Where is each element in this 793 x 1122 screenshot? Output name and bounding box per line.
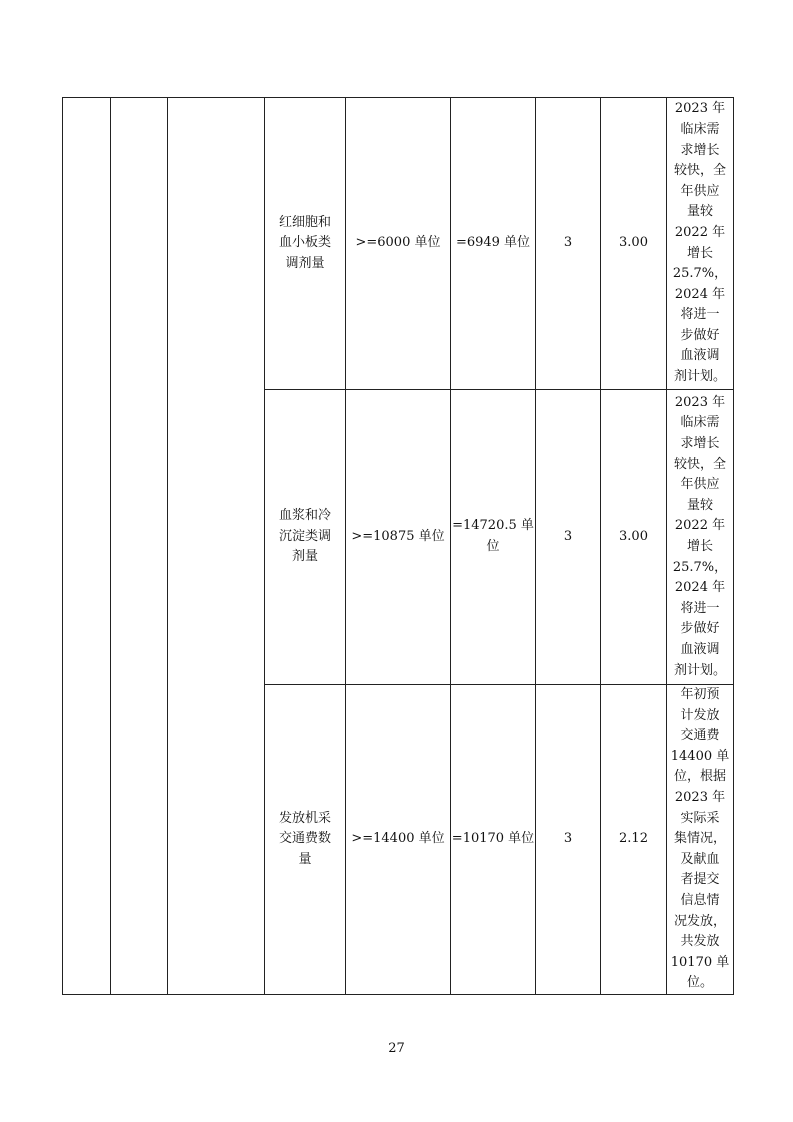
target-value-cell: >=14400 单位: [346, 685, 451, 995]
actual-value-cell: =10170 单位: [451, 685, 536, 995]
page-number: 27: [388, 1041, 405, 1056]
target-value-cell: >=6000 单位: [346, 98, 451, 390]
weight-cell: 3: [536, 685, 601, 995]
indicator-name-cell: 血浆和冷 沉淀类调 剂量: [265, 390, 346, 685]
actual-value-cell: =6949 单位: [451, 98, 536, 390]
table-row: [63, 98, 734, 390]
level3-indicator-cell: [168, 98, 265, 995]
score-cell: 3.00: [601, 98, 667, 390]
weight-cell: 3: [536, 390, 601, 685]
score-cell: 2.12: [601, 685, 667, 995]
deviation-note-cell: 2023 年 临床需 求增长 较快，全 年供应 量较 2022 年 增长 25.7%， 2024 年 将进一 步做好 血液调 剂计划。: [667, 98, 734, 390]
performance-table: [62, 97, 734, 995]
score-cell: 3.00: [601, 390, 667, 685]
level2-indicator-cell: [111, 98, 168, 995]
indicator-name-cell: 红细胞和 血小板类 调剂量: [265, 98, 346, 390]
actual-value-cell: =14720.5 单 位: [451, 390, 536, 685]
level1-indicator-cell: [63, 98, 111, 995]
indicator-name-cell: 发放机采 交通费数 量: [265, 685, 346, 995]
target-value-cell: >=10875 单位: [346, 390, 451, 685]
weight-cell: 3: [536, 98, 601, 390]
deviation-note-cell: 年初预 计发放 交通费 14400 单 位，根据 2023 年 实际采 集情况， 及献血 者提交 信息情 况发放， 共发放 10170 单 位。: [667, 685, 734, 995]
deviation-note-cell: 2023 年 临床需 求增长 较快，全 年供应 量较 2022 年 增长 25.7%， 2024 年 将进一 步做好 血液调 剂计划。: [667, 390, 734, 685]
